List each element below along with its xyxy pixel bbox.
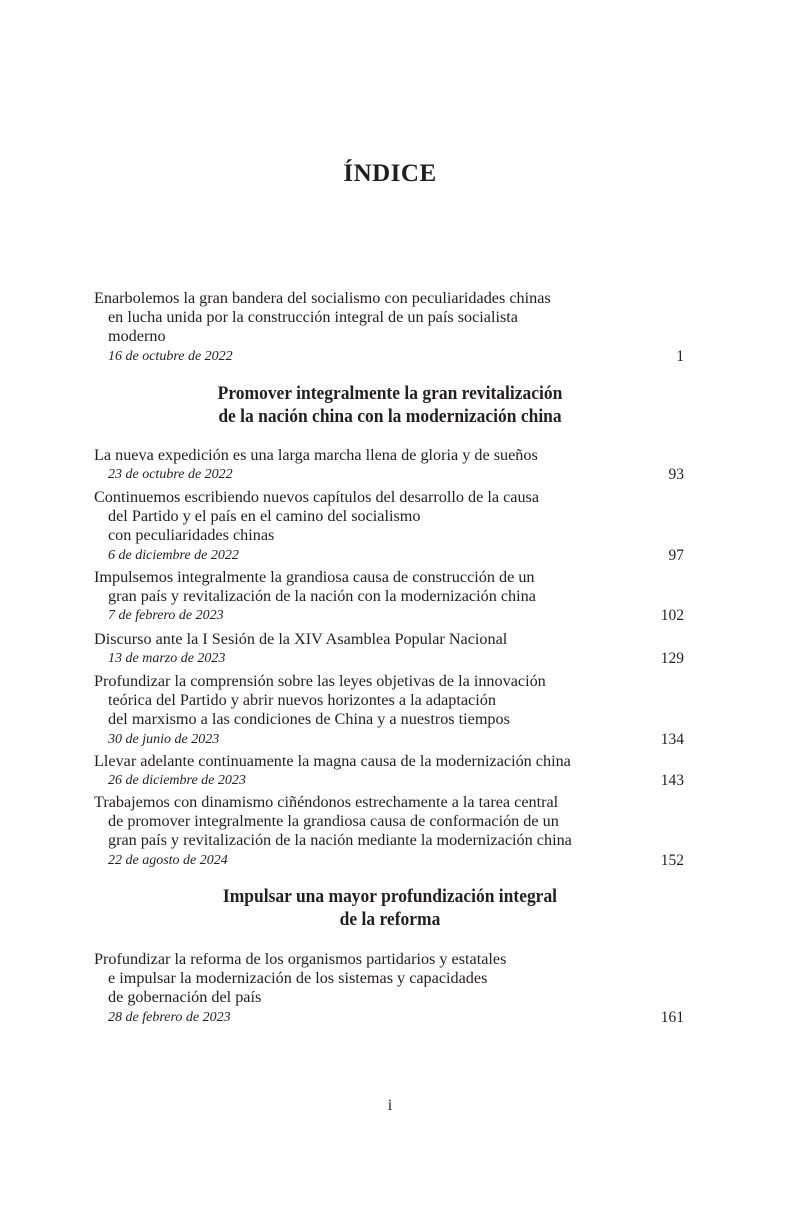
entry-page-number: 143: [660, 772, 684, 790]
entry-title-line: Llevar adelante continuamente la magna causa de la modernización china: [94, 752, 571, 770]
entry-date-line: [94, 606, 684, 625]
entry-title-line: Profundizar la reforma de los organismos partidarios y estatales: [94, 950, 507, 968]
entry-date: 23 de octubre de 2022: [108, 467, 233, 483]
toc-entry[interactable]: [94, 630, 684, 668]
page-folio: i: [387, 1097, 393, 1114]
entry-date-line: [94, 546, 684, 565]
entry-title-line: Discurso ante la I Sesión de la XIV Asamblea Popular Nacional: [94, 630, 508, 648]
toc-entry[interactable]: [94, 289, 684, 366]
entry-title-line: Continuemos escribiendo nuevos capítulos del desarrollo de la causa: [94, 488, 540, 506]
entry-title-line: gran país y revitalización de la nación con la modernización china: [108, 587, 536, 606]
entry-title-line: del Partido y el país en el camino del socialismo: [108, 507, 421, 526]
entry-page-number: 134: [660, 730, 684, 748]
entry-date: 7 de febrero de 2023: [108, 608, 224, 624]
entry-page-number: 93: [668, 466, 684, 484]
entry-date: 13 de marzo de 2023: [108, 651, 226, 667]
entry-page-number: 129: [660, 650, 684, 668]
entry-page-number: 161: [660, 1008, 684, 1026]
section-heading-line: de la nación china con la modernización china: [218, 406, 562, 427]
entry-page-number: 102: [660, 607, 684, 625]
entry-title-line: en lucha unida por la construcción integral de un país socialista: [108, 308, 518, 327]
entry-date-line: [94, 1008, 684, 1027]
toc-entry[interactable]: [94, 752, 684, 790]
section-heading-line: de la reforma: [339, 909, 441, 930]
entry-date-line: [94, 465, 684, 484]
section-heading: [31, 885, 749, 931]
entry-title-line: de promover integralmente la grandiosa causa de conformación de un: [108, 812, 559, 831]
page-title: ÍNDICE: [343, 160, 437, 187]
entry-title-line: Profundizar la comprensión sobre las leyes objetivas de la innovación: [94, 672, 546, 690]
toc-entry[interactable]: [94, 568, 684, 626]
entry-title-line: gran país y revitalización de la nación mediante la modernización china: [108, 831, 572, 850]
entry-page-number: 1: [676, 347, 684, 365]
entry-date-line: [94, 771, 684, 790]
entry-date: 26 de diciembre de 2023: [108, 773, 246, 789]
entry-date-line: [94, 347, 684, 366]
entry-date: 16 de octubre de 2022: [108, 348, 233, 364]
entry-title-line: teórica del Partido y abrir nuevos horizontes a la adaptación: [108, 691, 496, 710]
section-heading-line: Impulsar una mayor profundización integral: [222, 886, 558, 907]
entry-title-line: del marxismo a las condiciones de China y a nuestros tiempos: [108, 710, 510, 729]
entry-date-line: [94, 851, 684, 870]
entry-date: 6 de diciembre de 2022: [108, 547, 239, 563]
toc-entry[interactable]: [94, 950, 684, 1027]
entry-title-line: de gobernación del país: [108, 988, 262, 1007]
toc-entry[interactable]: [94, 488, 684, 565]
entry-date: 28 de febrero de 2023: [108, 1009, 231, 1025]
entry-page-number: 97: [668, 546, 684, 564]
entry-title-line: Impulsemos integralmente la grandiosa causa de construcción de un: [94, 568, 535, 586]
entry-title-line: moderno: [108, 327, 166, 346]
entry-title-line: Trabajemos con dinamismo ciñéndonos estrechamente a la tarea central: [94, 793, 559, 811]
entry-title-line: La nueva expedición es una larga marcha llena de gloria y de sueños: [94, 446, 538, 464]
entry-date: 22 de agosto de 2024: [108, 852, 228, 868]
entry-title-line: Enarbolemos la gran bandera del socialismo con peculiaridades chinas: [94, 289, 551, 307]
section-heading-line: Promover integralmente la gran revitalización: [217, 383, 563, 404]
section-heading: [31, 382, 749, 428]
entry-date-line: [94, 730, 684, 749]
toc-entry[interactable]: [94, 793, 684, 870]
entry-date-line: [94, 649, 684, 668]
toc-entry[interactable]: [94, 446, 684, 484]
entry-title-line: e impulsar la modernización de los sistemas y capacidades: [108, 969, 488, 988]
entry-date: 30 de junio de 2023: [108, 731, 220, 747]
entry-title-line: con peculiaridades chinas: [108, 526, 275, 545]
entry-page-number: 152: [660, 851, 684, 869]
toc-entry[interactable]: [94, 672, 684, 749]
